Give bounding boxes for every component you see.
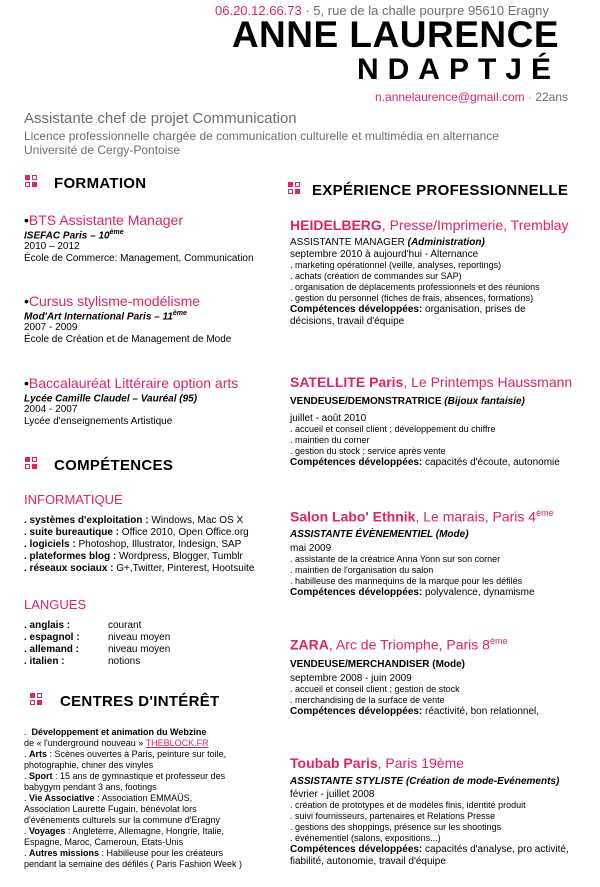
voyages-text-2: Espagne, Maroc, Cameroun, Etats-Unis: [24, 837, 184, 847]
voyages-text: : Angleterre, Allemagne, Hongrie, Italie,: [65, 826, 224, 836]
asso-text: : Association EMMAÜS,: [94, 793, 193, 803]
interets-icon: [30, 693, 44, 707]
role-extra: (Administration): [404, 237, 485, 248]
job: [290, 508, 590, 599]
arts-text: : Scènes ouvertes à Paris, peinture sur toile,: [47, 749, 227, 759]
bullet: •: [24, 212, 29, 228]
school-sup: ème: [172, 310, 187, 317]
lang-value: notions: [108, 656, 141, 667]
missions-text-2: pendant la semaine des défilés ( Paris Fashion Week ): [24, 859, 242, 869]
skills-2: décisions, travail d'équipe: [290, 316, 405, 327]
asso-label: Vie Associative: [29, 793, 95, 803]
formation-icon: [25, 175, 39, 189]
task: . assistante de la créatrice Anna Yonn sur son corner: [290, 553, 501, 564]
task: . accueil et conseil client ; gestion de stock: [290, 683, 460, 694]
years: 2010 – 2012: [24, 241, 80, 253]
age: · 22ans: [524, 90, 568, 104]
lang-label: . italien :: [24, 656, 65, 667]
lang-value: niveau moyen: [108, 632, 171, 643]
first-name: ANNE LAURENCE: [231, 14, 559, 55]
dates: septembre 2010 à aujourd'hui - Alternance: [290, 249, 479, 260]
lang-label: . allemand :: [24, 644, 80, 655]
sport-label: Sport: [29, 771, 53, 781]
role-extra: (Mode): [432, 528, 469, 540]
task: . maintien du corner: [290, 435, 370, 445]
company: SATELLITE Paris: [290, 374, 404, 390]
job: [290, 217, 590, 328]
task: . merchandising de la surface de vente: [290, 694, 445, 705]
skills-label: Compétences développées:: [290, 844, 423, 855]
skill-value: Wordpress, Blogger, Tumblr: [116, 551, 243, 562]
role: VENDEUSE/DEMONSTRATRICE: [290, 396, 442, 407]
missions-text: : Habilleuse pour les créateurs: [99, 848, 224, 858]
lang-label: . anglais :: [24, 620, 71, 631]
skills: capacités d'écoute, autonomie: [422, 457, 560, 468]
formation-item: [24, 293, 284, 346]
skills-label: Compétences développées:: [290, 586, 423, 598]
degree: Licence professionnelle chargée de communication culturelle et multimédia en alternance: [24, 129, 499, 143]
sport-text-2: babygym pendant 3 ans, footings: [24, 782, 157, 792]
company-rest: , Presse/Imprimerie, Tremblay: [381, 217, 569, 233]
formation-item: [24, 212, 284, 265]
task: . création de prototypes et de modèles finis, identité produit: [290, 800, 526, 810]
task: . organisation de déplacements professionnels et des réunions: [290, 282, 540, 292]
skills: réactivité, bon relationnel,: [422, 705, 539, 717]
skill-label: . logiciels :: [24, 539, 76, 550]
skill-label: . réseaux sociaux :: [24, 563, 114, 574]
formation-item: [24, 375, 284, 428]
role-extra: (Création de mode-Evénements): [403, 776, 560, 787]
dates: septembre 2008 - juin 2009: [290, 672, 412, 684]
formation-name: Baccalauréat Littéraire option arts: [28, 375, 239, 391]
task: . suivi fournisseurs, partenaires et Relations Presse: [290, 811, 496, 821]
informatique-title: INFORMATIQUE: [24, 492, 123, 507]
skill-label: . plateformes blog :: [24, 551, 117, 562]
desc: École de Commerce: Management, Communication: [24, 253, 254, 265]
years: 2004 - 2007: [24, 404, 78, 416]
skills-2: fiabilité, autonomie, travail d'équipe: [290, 856, 446, 867]
task: . habilleuse des mannequins de la marque pour les défilés: [290, 575, 523, 586]
skills: polyvalence, dynamisme: [422, 586, 535, 598]
years: 2007 - 2009: [24, 322, 78, 334]
task: . marketing opérationnel (veille, analyses, reportings): [290, 260, 502, 270]
school: ISEFAC Paris – 10: [24, 230, 110, 242]
company: HEIDELBERG: [290, 217, 382, 233]
company-rest: , Arc de Triomphe, Paris 8: [328, 636, 490, 653]
role-extra: (Bijoux fantaisie): [441, 396, 525, 407]
experience-icon: [288, 182, 302, 196]
company: Toubab Paris: [290, 755, 378, 771]
task: . événementiel (salons, expositions...): [290, 833, 441, 843]
school: Lycée Camille Claudel – Vauréal (95): [24, 393, 198, 405]
job: [290, 755, 595, 868]
lang-label: . espagnol :: [24, 632, 80, 643]
lang-value: niveau moyen: [108, 644, 171, 655]
skill-label: . systèmes d'exploitation :: [24, 515, 149, 526]
role: ASSISTANTE STYLISTE: [290, 776, 404, 787]
webzine-prefix: de « l'underground nouveau »: [24, 738, 146, 748]
langues-title: LANGUES: [24, 597, 87, 612]
skill-value: Office 2010, Open Office.org: [119, 527, 249, 538]
formation-title: FORMATION: [54, 175, 147, 192]
job: [290, 636, 590, 718]
task: . maintien de l'organisation du salon: [290, 564, 434, 575]
interets-list: . Développement et animation du Webzine de « l'underground nouveau » THEBLOCK.FR . Arts : Scènes ouvertes à Paris, peinture sur toile, photographie, chiner des vinyles . Sport : 15 ans de gymnastique et professeur des babygym pendant 3 ans, footings . Vie Associative : Association EMMAÜS, Association Laurette Fugain, bénévolat lors d'événements culturels sur la commune d'Eragny . Voyages : Angleterre, Allemagne, Hongrie, Italie, Espagne, Maroc, Cameroun, Etats-Unis . Autres missions : Habilleuse pour les créateurs pendant la semaine des défilés ( Paris Fashion Week ): [24, 727, 274, 870]
task: . accueil et conseil client ; développement du chiffre: [290, 424, 496, 434]
skills-label: Compétences développées:: [290, 457, 423, 468]
last-name: NDAPTJÉ: [356, 53, 560, 86]
email-line: [375, 90, 568, 104]
bullet: •: [24, 293, 29, 309]
address: · 5, rue de la challe pourpre 95610 Eragny: [301, 3, 549, 18]
company: Salon Labo' Ethnik: [290, 508, 416, 525]
company-rest: , Le Printemps Haussmann: [403, 374, 573, 390]
skills-label: Compétences développées:: [290, 705, 423, 717]
dates: juillet - août 2010: [290, 413, 367, 424]
sport-text: : 15 ans de gymnastique et professeur des: [52, 771, 226, 781]
webzine-title: Développement et animation du Webzine: [31, 727, 207, 737]
phone: 06.20.12.66.73: [215, 3, 302, 18]
experience-title: EXPÉRIENCE PROFESSIONNELLE: [312, 182, 569, 199]
dates: mai 2009: [290, 542, 332, 554]
school-sup: ème: [109, 229, 124, 236]
role: ASSISTANTE ÉVÈNEMENTIEL: [290, 528, 433, 540]
job-title: Assistante chef de projet Communication: [24, 110, 297, 127]
skill-label: . suite bureautique :: [24, 527, 120, 538]
asso-text-3: d'événements culturels sur la commune d'Eragny: [24, 815, 221, 825]
skills: capacités d'analyse, pro activité,: [422, 844, 569, 855]
skill-value: Windows, Mac OS X: [148, 515, 244, 526]
dates: février - juillet 2008: [290, 789, 375, 800]
job: [290, 374, 590, 469]
asso-text-2: Association Laurette Fugain, bénévolat lors: [24, 804, 197, 814]
arts-text-2: photographie, chiner des vinyles: [24, 760, 154, 770]
task: . gestion du stock ; service après vente: [290, 446, 446, 456]
bullet: •: [24, 375, 29, 391]
skills: organisation, prises de: [422, 304, 526, 315]
lang-value: courant: [108, 620, 142, 631]
skill-value: G+,Twitter, Pinterest, Hootsuite: [113, 563, 255, 574]
school: Mod'Art International Paris – 11: [24, 311, 173, 323]
interets-title: CENTRES D'INTÉRÊT: [60, 693, 220, 710]
company: ZARA: [290, 636, 329, 653]
company-sup: ème: [489, 636, 508, 646]
formation-name: BTS Assistante Manager: [28, 212, 183, 228]
skills-label: Compétences développées:: [290, 304, 423, 315]
company-rest: , Le marais, Paris 4: [415, 508, 537, 525]
university: Université de Cergy-Pontoise: [24, 143, 181, 157]
formation-name: Cursus stylisme-modélisme: [28, 293, 201, 309]
company-rest: , Paris 19ème: [377, 755, 465, 771]
desc: Lycée d'enseignements Artistique: [24, 416, 173, 428]
competences-icon: [25, 457, 39, 471]
role-extra: (Mode): [429, 658, 466, 670]
desc: École de Création et de Management de Mode: [24, 334, 232, 346]
voyages-label: Voyages: [29, 826, 66, 836]
task: . gestion du personnel (fiches de frais, absences, formations): [290, 293, 534, 303]
company-sup: ème: [536, 508, 554, 518]
missions-label: Autres missions: [29, 848, 100, 858]
task: . gestions des shoppings, présence sur les shootings: [290, 822, 502, 832]
informatique-list: [24, 515, 294, 575]
webzine-link[interactable]: THEBLOCK.FR: [145, 738, 209, 748]
langues-list: [24, 620, 224, 668]
arts-label: Arts: [29, 749, 48, 759]
competences-title: COMPÉTENCES: [54, 457, 174, 474]
email[interactable]: n.annelaurence@gmail.com: [375, 90, 525, 104]
role: VENDEUSE/MERCHANDISER: [290, 658, 430, 670]
task: . achats (création de commandes sur SAP): [290, 271, 462, 281]
role: ASSISTANTE MANAGER: [290, 237, 405, 248]
skill-value: Photoshop, Illustrator, Indesign, SAP: [75, 539, 242, 550]
